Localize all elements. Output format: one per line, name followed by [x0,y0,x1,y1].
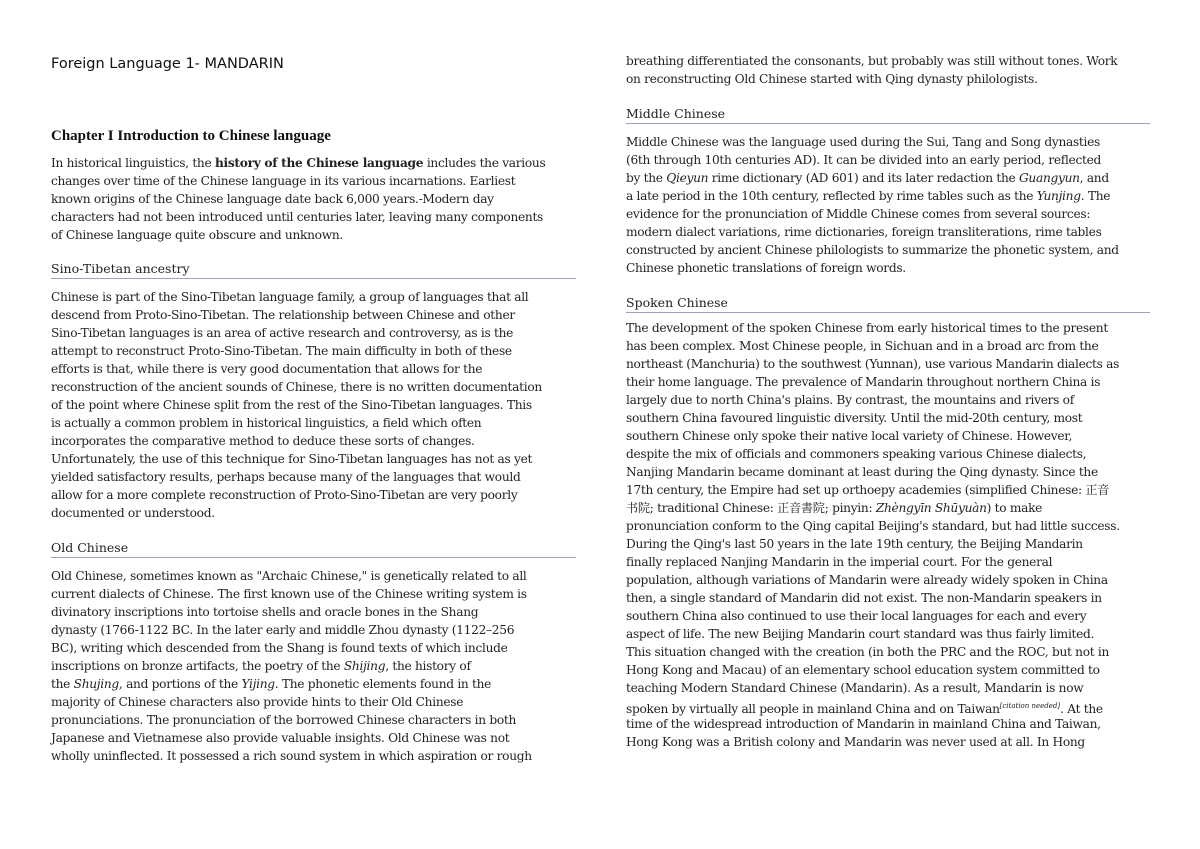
text-line: southern Chinese only spoke their native local variety of Chinese. However, [626,429,1073,443]
text-line: Chinese is part of the Sino-Tibetan language family, a group of languages that all [51,290,529,304]
history-term: history of the Chinese language [214,156,424,170]
chapter-heading: Chapter I Introduction to Chinese language [51,128,331,144]
document-title: Foreign Language 1- MANDARIN [51,56,284,72]
text-line: known origins of the Chinese language date back 6,000 years.-Modern day [51,192,494,206]
text-line: During the Qing's last 50 years in the late 19th century, the Beijing Mandarin [626,537,1083,551]
section-heading-old-chinese: Old Chinese [51,540,576,558]
text-line: 17th century, the Empire had set up orthoepy academies (simplified Chinese: 正音 [626,483,1110,497]
text-line: In historical linguistics, the history of the Chinese language includes the various [51,156,546,170]
old-chinese-paragraph [51,567,576,765]
text-line: documented or understood. [51,506,215,520]
section-heading-sino-tibetan: Sino-Tibetan ancestry [51,261,576,279]
text-line: their home language. The prevalence of Mandarin throughout northern China is [626,375,1101,389]
text-line: characters had not been introduced until centuries later, leaving many components [51,210,544,224]
text-line: despite the mix of officials and commoners speaking various Chinese dialects, [626,447,1087,461]
text-line: Chinese phonetic translations of foreign words. [626,261,906,275]
text-line: BC), writing which descended from the Shang is found texts of which include [51,641,508,655]
text-line: Hong Kong was a British colony and Mandarin was never used at all. In Hong [626,735,1085,749]
old-chinese-continued [626,52,1150,88]
text-line: population, although variations of Mandarin were already widely spoken in China [626,573,1108,587]
middle-chinese-paragraph [626,133,1150,277]
text-line: This situation changed with the creation (in both the PRC and the ROC, but not in [626,645,1110,659]
text-line: wholly uninflected. It possessed a rich sound system in which aspiration or rough [51,749,532,763]
text-line: teaching Modern Standard Chinese (Mandarin). As a result, Mandarin is now [626,681,1084,695]
text-line: current dialects of Chinese. The first known use of the Chinese writing system is [51,587,527,601]
text-line: by the Qieyun rime dictionary (AD 601) and its later redaction the Guangyun, and [626,171,1109,185]
text-line: a late period in the 10th century, reflected by rime tables such as the Yunjing. The [626,189,1111,203]
citation-needed-link[interactable]: [citation needed] [999,702,1061,710]
text-line: dynasty (1766-1122 BC. In the later early and middle Zhou dynasty (1122–256 [51,623,515,637]
text-line: Middle Chinese was the language used during the Sui, Tang and Song dynasties [626,135,1100,149]
text-line: southern China also continued to use their local languages for each and every [626,609,1087,623]
section-heading-spoken-chinese: Spoken Chinese [626,295,1150,313]
text-line: constructed by ancient Chinese philologists to summarize the phonetic system, and [626,243,1119,257]
text-line: descend from Proto-Sino-Tibetan. The relationship between Chinese and other [51,308,515,322]
text-line: inscriptions on bronze artifacts, the poetry of the Shijing, the history of [51,659,471,673]
text-line: yielded satisfactory results, perhaps because many of the languages that would [51,470,521,484]
text-line: largely due to north China's plains. By contrast, the mountains and rivers of [626,393,1074,407]
text-line: then, a single standard of Mandarin did not exist. The non-Mandarin speakers in [626,591,1102,605]
text-line: aspect of life. The new Beijing Mandarin court standard was thus fairly limited. [626,627,1095,641]
text-line: allow for a more complete reconstruction of Proto-Sino-Tibetan are very poorly [51,488,518,502]
text-line: of Chinese language quite obscure and unknown. [51,228,343,242]
text-line: has been complex. Most Chinese people, in Sichuan and in a broad arc from the [626,339,1099,353]
text-line: 书院; traditional Chinese: 正音書院; pinyin: Zhèngyīn Shūyuàn) to make [626,501,1043,515]
text-line: Nanjing Mandarin became dominant at least during the Qing dynasty. Since the [626,465,1098,479]
text-line: evidence for the pronunciation of Middle Chinese comes from several sources: [626,207,1091,221]
text-line: northeast (Manchuria) to the southwest (Yunnan), use various Mandarin dialects as [626,357,1120,371]
text-line: spoken by virtually all people in mainland China and on Taiwan[citation needed]. At the [626,702,1103,716]
text-line: efforts is that, while there is very good documentation that allows for the [51,362,483,376]
text-line: Unfortunately, the use of this technique for Sino-Tibetan languages has not as yet [51,452,533,466]
text-line: The development of the spoken Chinese from early historical times to the present [626,321,1108,335]
text-line: divinatory inscriptions into tortoise shells and oracle bones in the Shang [51,605,479,619]
text-line: southern China favoured linguistic diversity. Until the mid-20th century, most [626,411,1083,425]
text-line: (6th through 10th centuries AD). It can be divided into an early period, reflected [626,153,1102,167]
text-line: incorporates the comparative method to deduce these sorts of changes. [51,434,475,448]
section-heading-middle-chinese: Middle Chinese [626,106,1150,124]
text-line: of the point where Chinese split from the rest of the Sino-Tibetan languages. This [51,398,532,412]
text-line: Japanese and Vietnamese also provide valuable insights. Old Chinese was not [51,731,510,745]
text-line: Old Chinese, sometimes known as "Archaic Chinese," is genetically related to all [51,569,527,583]
text-line: pronunciation conform to the Qing capital Beijing's standard, but had little success. [626,519,1120,533]
sino-tibetan-paragraph [51,288,576,522]
text-line: Sino-Tibetan languages is an area of active research and controversy, as is the [51,326,514,340]
text-line: attempt to reconstruct Proto-Sino-Tibetan. The main difficulty in both of these [51,344,512,358]
text-line: finally replaced Nanjing Mandarin in the imperial court. For the general [626,555,1053,569]
text-line: the Shujing, and portions of the Yijing. The phonetic elements found in the [51,677,492,691]
text-line: breathing differentiated the consonants, but probably was still without tones. Work [626,54,1118,68]
text-line: pronunciations. The pronunciation of the borrowed Chinese characters in both [51,713,517,727]
text-line: is actually a common problem in historical linguistics, a field which often [51,416,482,430]
text-line: reconstruction of the ancient sounds of Chinese, there is no written documentation [51,380,542,394]
text-line: changes over time of the Chinese language in its various incarnations. Earliest [51,174,516,188]
text-line: on reconstructing Old Chinese started with Qing dynasty philologists. [626,72,1038,86]
spoken-chinese-paragraph [626,319,1150,751]
text-line: time of the widespread introduction of Mandarin in mainland China and Taiwan, [626,717,1101,731]
text-line: Hong Kong and Macau) of an elementary school education system committed to [626,663,1100,677]
text-line: modern dialect variations, rime dictionaries, foreign transliterations, rime tables [626,225,1102,239]
intro-paragraph [51,154,576,244]
text-line: majority of Chinese characters also provide hints to their Old Chinese [51,695,464,709]
